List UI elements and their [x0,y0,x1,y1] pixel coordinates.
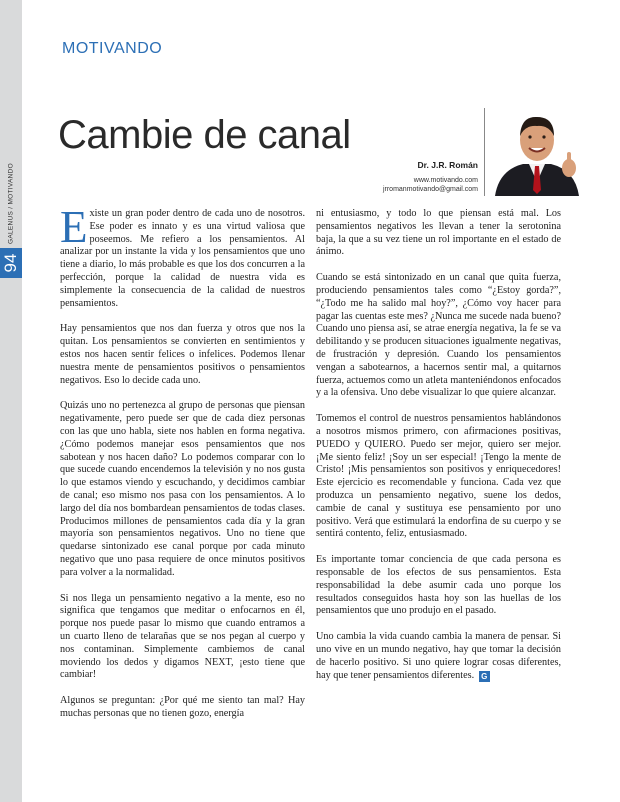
author-website[interactable]: www.motivando.com [413,177,478,184]
paragraph: Algunos se preguntan: ¿Por qué me siento tan mal? Hay muchas personas que no tienen gozo, energía [60,695,305,719]
paragraph: ni entusiasmo, y todo lo que piensan está mal. Los pensamientos negativos les llevan a tener la serotonina baja, la que a su vez tiene un rol importante en el estado de ánimo. [316,208,561,258]
section-label: MOTIVANDO [62,40,163,57]
paragraph: Quizás uno no pertenezca al grupo de personas que piensan negativamente, pero puede ser que de cada diez personas con las que uno habla, siete nos hablen en forma negativa. ¿Cómo podemos manejar esos pensamientos que nos sabotean y nos hacen daño? Lo podemos comparar con lo que sucede cuando encendemos la televisión y no nos gusta lo que estamos viendo y escuchando, y decidimos cambiar de canal; eso mismo nos pasa con los pensamientos. A lo largo del día nos bombardean pensamientos de todas clases. Producimos millones de pensamientos cada día y la gran mayoría son pensamientos negativos. Uno no tiene que quedarse sintonizado ese canal porque por cada minuto negativo que uno pasa requiere de once minutos positivos para volver a la normalidad. [60,400,305,578]
paragraph-text: xiste un gran poder dentro de cada uno de nosotros. Ese poder es innato y es una virtud valiosa que poseemos. Me refiero a los pensamientos. Al analizar por un instante la vida y los pensamientos que uno tiene a diario, lo más probable es que los dos concurren a la perfección, porque la calidad de nuestra vida es simplemente la consecuencia de la calidad de nuestros pensamientos. [60,208,305,309]
paragraph: Si nos llega un pensamiento negativo a la mente, eso no significa que tengamos que meditar o enfocarnos en él, porque nos puede pasar lo mismo que cuando entramos a un cuarto lleno de telarañas que se nos pegan al cuerpo y nos contaminan. Simplemente cambiemos de canal moviendo los dedos y digamos NEXT, ¡esto tiene que cambiar! [60,592,305,681]
author-divider [484,108,485,196]
article-column-right [316,208,561,695]
paragraph: Es importante tomar conciencia de que cada persona es responsable de los efectos de sus pensamientos. Esta responsabilidad la debe asumir cada uno porque los resultados conseguidos hasta hoy son las huellas de los pensamientos que uno produjo en el pasado. [316,554,561,617]
paragraph-text: Uno cambia la vida cuando cambia la manera de pensar. Si uno vive en un mundo negativo, hay que tomar la decisión de hacerlo positivo. Si uno quiere lograr cosas diferentes, hay que tener pensamientos diferentes. [316,631,561,681]
drop-cap: E [60,202,88,252]
paragraph: Cuando se está sintonizado en un canal que quita fuerza, produciendo pensamientos tales como “¿Estoy gorda?”, “¿Todo me ha salido mal hoy?”, ¿Cómo voy hacer para pagar las cuentas este mes? ¿Nunca me sucede nada bueno? Cuando uno piensa así, se atrae energía negativa, la fe se va debilitando y se producen situaciones igualmente negativas, de frustración y depresión. Cuando los pensamientos vengan a sabotearnos, a hacernos sentir mal, a quitarnos fuerza, actuemos como un atleta manteniéndonos enfocados y a la ofensiva. Uno debe visualizar lo que quiere alcanzar. [316,272,561,399]
sidebar-label-text: GALENUS / MOTIVANDO [7,162,15,245]
page-number: 94 [1,253,20,273]
paragraph [60,202,305,310]
sidebar-label [3,0,19,248]
author-name: Dr. J.R. Román [417,160,478,170]
article-title: Cambie de canal [58,113,351,157]
paragraph [316,631,561,682]
end-mark-icon: G [479,671,490,682]
paragraph: Hay pensamientos que nos dan fuerza y otros que nos la quitan. Los pensamientos se convierten en sentimientos y estos nos hacen sentir felices o infelices. Podemos llenar nuestra mente de pensamientos positivos o pensamientos negativos. Eso lo decide cada uno. [60,323,305,386]
page-number-tab [0,248,22,278]
author-email[interactable]: jrromanmotivando@gmail.com [382,186,478,193]
author-photo [489,108,585,196]
paragraph: Tomemos el control de nuestros pensamientos hablándonos a nosotros mismos primero, con afirmaciones positivas, PUEDO y QUIERO. Puedo ser mejor, quiero ser mejor. ¡Me siento feliz! ¡Soy un ser especial! ¡Tengo la mente de Cristo! ¡Mis pensamientos son positivos y enriquecedores! Este ejercicio es recomendable y funciona. Cada vez que produzca un pensamiento negativo, suene los dedos, cambie de canal y sustituya ese pensamiento por uno positivo. Verá que estimulará la endorfina de su cuerpo y se sentirá contento, feliz, entusiasmado. [316,413,561,540]
article-column-left [60,202,305,734]
